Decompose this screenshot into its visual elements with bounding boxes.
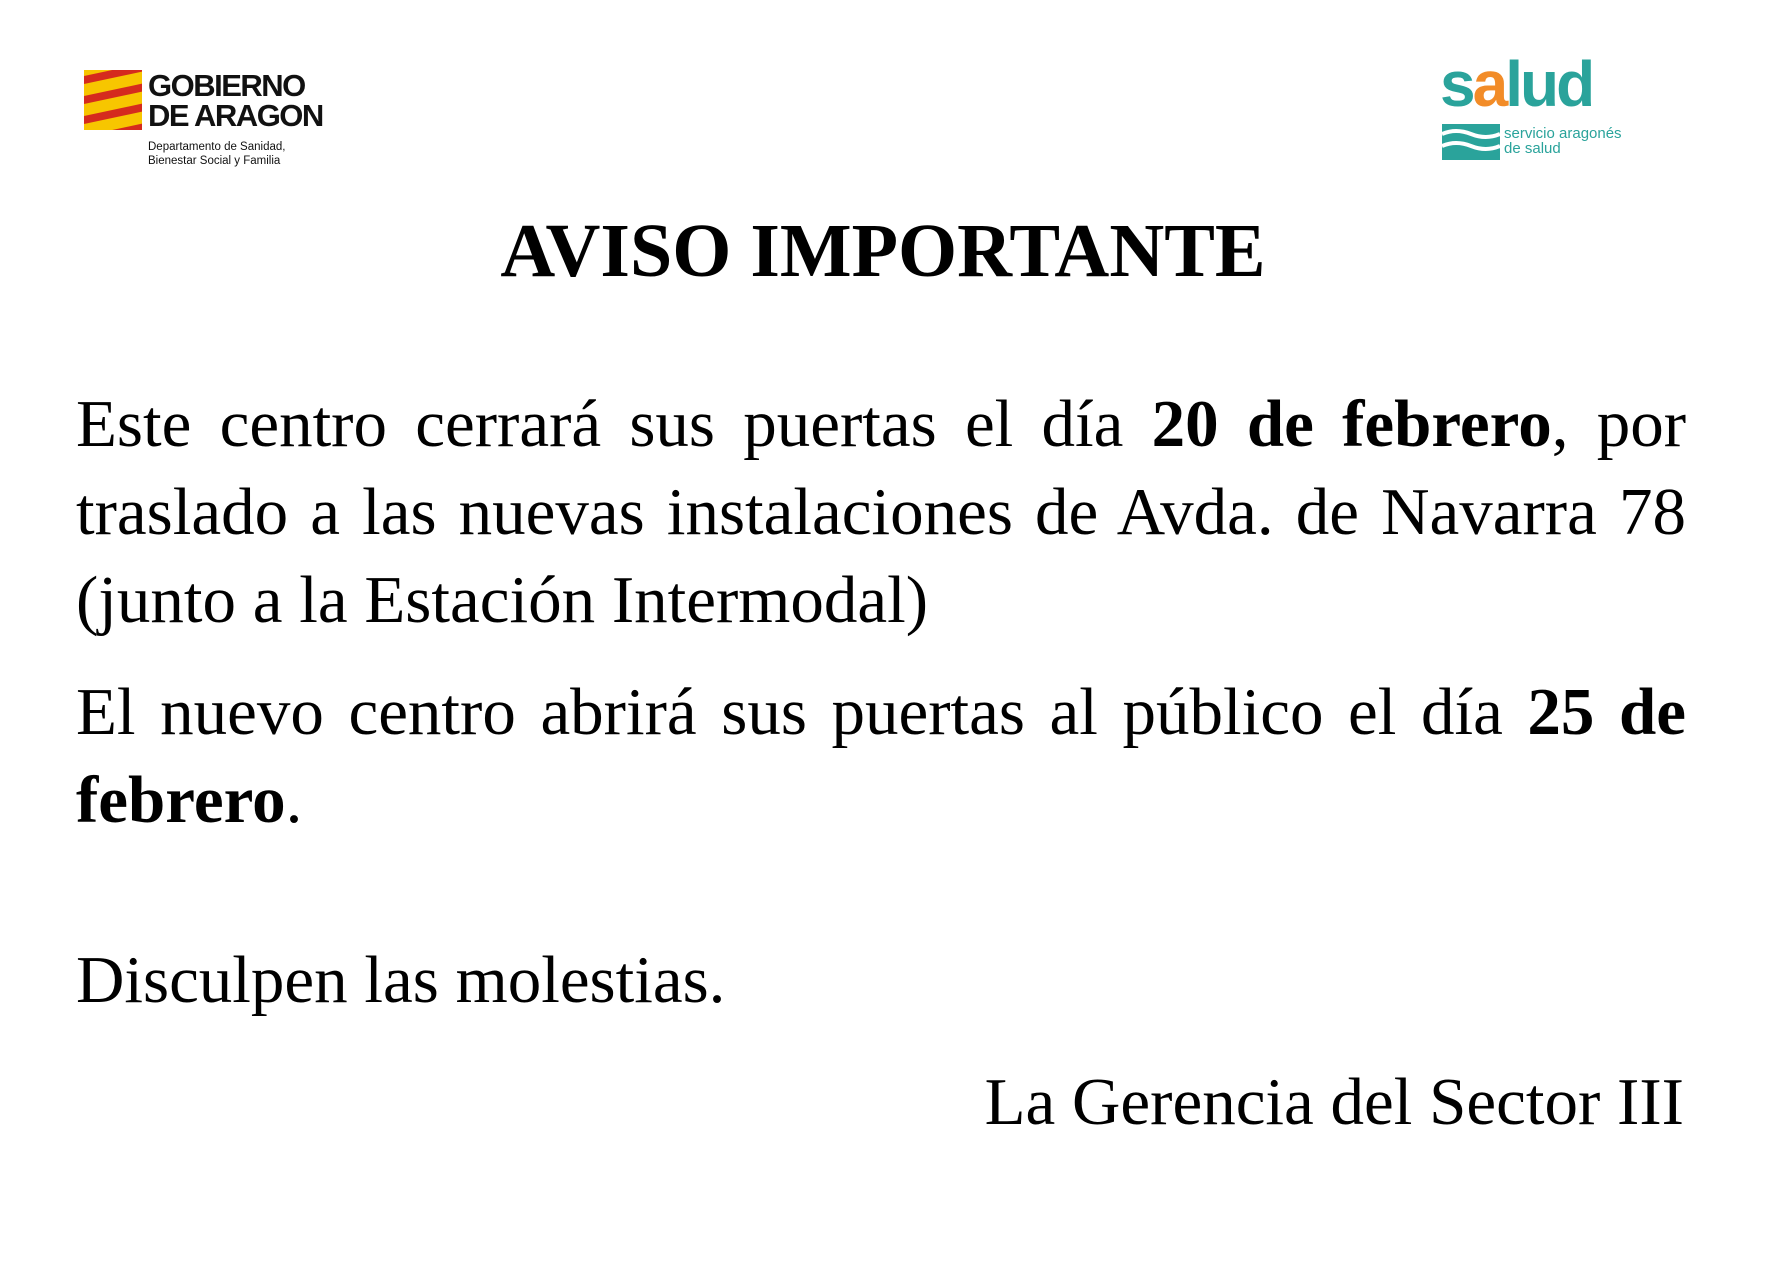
salud-subtitle-line1: servicio aragonés <box>1504 125 1622 142</box>
salud-subtitle-line2: de salud <box>1504 140 1561 157</box>
gobierno-logo-line1: GOBIERNO <box>148 68 305 103</box>
salud-logo <box>1440 48 1640 162</box>
para1-text-after: , por traslado a las nuevas instalaciones de Avda. de Navarra 78 (junto a la Estación Intermodal) <box>76 387 1687 637</box>
opening-notice-paragraph <box>76 668 1686 844</box>
salud-waves-icon <box>1442 124 1500 160</box>
opening-date: 25 de febrero <box>76 675 1687 837</box>
apology-text: Disculpen las molestias. <box>76 943 726 1017</box>
salud-wordmark-end: lud <box>1505 48 1593 120</box>
closing-notice-paragraph <box>76 380 1686 644</box>
gobierno-aragon-logo <box>84 66 384 176</box>
closing-date: 20 de febrero <box>1151 387 1552 461</box>
signature: La Gerencia del Sector III <box>984 1065 1684 1139</box>
aragon-flag-icon <box>84 70 142 130</box>
salud-wordmark <box>1440 48 1593 120</box>
salud-wordmark-start: s <box>1440 48 1473 120</box>
gobierno-department-line2: Bienestar Social y Familia <box>148 155 281 167</box>
notice-title: AVISO IMPORTANTE <box>500 209 1266 293</box>
gobierno-department-line1: Departamento de Sanidad, <box>148 141 286 153</box>
gobierno-logo-line2: DE ARAGON <box>148 98 323 133</box>
para2-text-before: El nuevo centro abrirá sus puertas al público el día <box>76 675 1528 749</box>
para1-text-before: Este centro cerrará sus puertas el día <box>76 387 1152 461</box>
para2-text-after: . <box>285 763 303 837</box>
salud-wordmark-accent: a <box>1472 48 1506 120</box>
